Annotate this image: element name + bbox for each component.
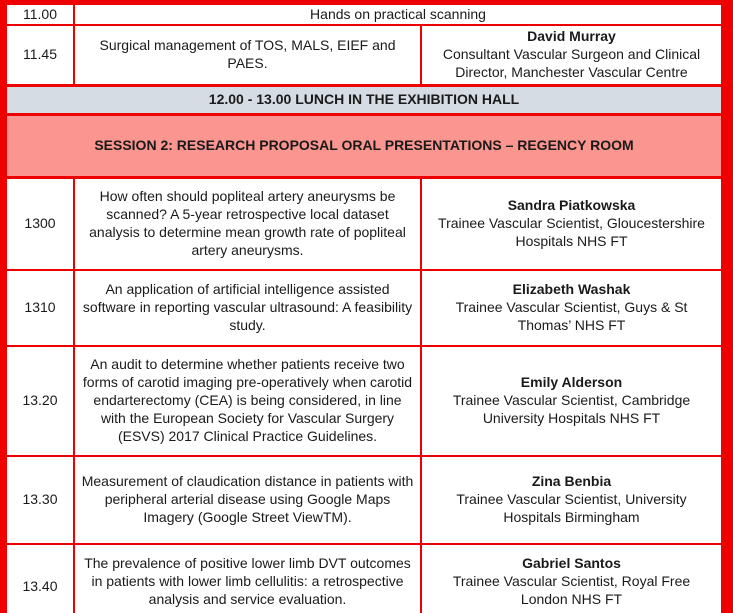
schedule-row-1310 xyxy=(6,270,722,346)
talk-title-cell: The prevalence of positive lower limb DVT outcomes in patients with lower limb cellulitis: a retrospective analysis and service evaluation. xyxy=(74,544,421,613)
speaker-name: Gabriel Santos xyxy=(522,554,621,571)
speaker-name: Elizabeth Washak xyxy=(512,280,631,297)
talk-title-cell: Hands on practical scanning xyxy=(74,4,722,25)
speaker-affiliation: Trainee Vascular Scientist, University Hospitals Birmingham xyxy=(456,490,687,525)
schedule-row-1300 xyxy=(6,177,722,270)
lunch-banner-row xyxy=(6,85,722,114)
speaker-affiliation: Trainee Vascular Scientist, Royal Free London NHS FT xyxy=(452,572,691,607)
speaker-cell xyxy=(421,177,722,270)
talk-title-cell: How often should popliteal artery aneurysms be scanned? A 5-year retrospective local dataset analysis to determine mean growth rate of popliteal artery aneurysms. xyxy=(74,177,421,270)
speaker-cell xyxy=(421,544,722,613)
speaker-name: Sandra Piatkowska xyxy=(507,196,636,213)
speaker-cell xyxy=(421,25,722,85)
speaker-affiliation: Consultant Vascular Surgeon and Clinical Director, Manchester Vascular Centre xyxy=(442,45,701,80)
speaker-cell xyxy=(421,456,722,544)
speaker-cell xyxy=(421,346,722,456)
speaker-name: Zina Benbia xyxy=(531,472,612,489)
time-cell: 1300 xyxy=(6,177,74,270)
speaker-name: Emily Alderson xyxy=(520,373,623,390)
speaker-name: David Murray xyxy=(527,28,616,44)
time-cell: 13.30 xyxy=(6,456,74,544)
talk-title-cell: Surgical management of TOS, MALS, EIEF and PAES. xyxy=(74,25,421,85)
schedule-row-1320 xyxy=(6,346,722,456)
time-cell: 11.45 xyxy=(6,25,74,85)
time-cell: 13.40 xyxy=(6,544,74,613)
lunch-banner: 12.00 - 13.00 LUNCH IN THE EXHIBITION HALL xyxy=(6,85,722,114)
schedule-row-1340 xyxy=(6,544,722,613)
session-banner-row xyxy=(6,114,722,177)
schedule-row-1330 xyxy=(6,456,722,544)
talk-title-cell: Measurement of claudication distance in patients with peripheral arterial disease using Google Maps Imagery (Google Street ViewTM). xyxy=(74,456,421,544)
speaker-affiliation: Trainee Vascular Scientist, Gloucestershire Hospitals NHS FT xyxy=(438,214,705,249)
talk-title-cell: An application of artificial intelligence assisted software in reporting vascular ultrasound: A feasibility study. xyxy=(74,270,421,346)
schedule-row-1100 xyxy=(6,4,722,25)
schedule-table xyxy=(5,3,723,613)
talk-title-cell: An audit to determine whether patients receive two forms of carotid imaging pre-operatively when carotid endarterectomy (CEA) is being considered, in line with the European Society for Vascular Surgery (ESVS) 2017 Clinical Practice Guidelines. xyxy=(74,346,421,456)
speaker-affiliation: Trainee Vascular Scientist, Guys & St Thomas’ NHS FT xyxy=(455,298,688,333)
time-cell: 13.20 xyxy=(6,346,74,456)
schedule-row-1145 xyxy=(6,25,722,85)
time-cell: 11.00 xyxy=(6,4,74,25)
session-banner: SESSION 2: RESEARCH PROPOSAL ORAL PRESENTATIONS – REGENCY ROOM xyxy=(6,114,722,177)
speaker-cell xyxy=(421,270,722,346)
speaker-affiliation: Trainee Vascular Scientist, Cambridge University Hospitals NHS FT xyxy=(452,391,691,426)
time-cell: 1310 xyxy=(6,270,74,346)
